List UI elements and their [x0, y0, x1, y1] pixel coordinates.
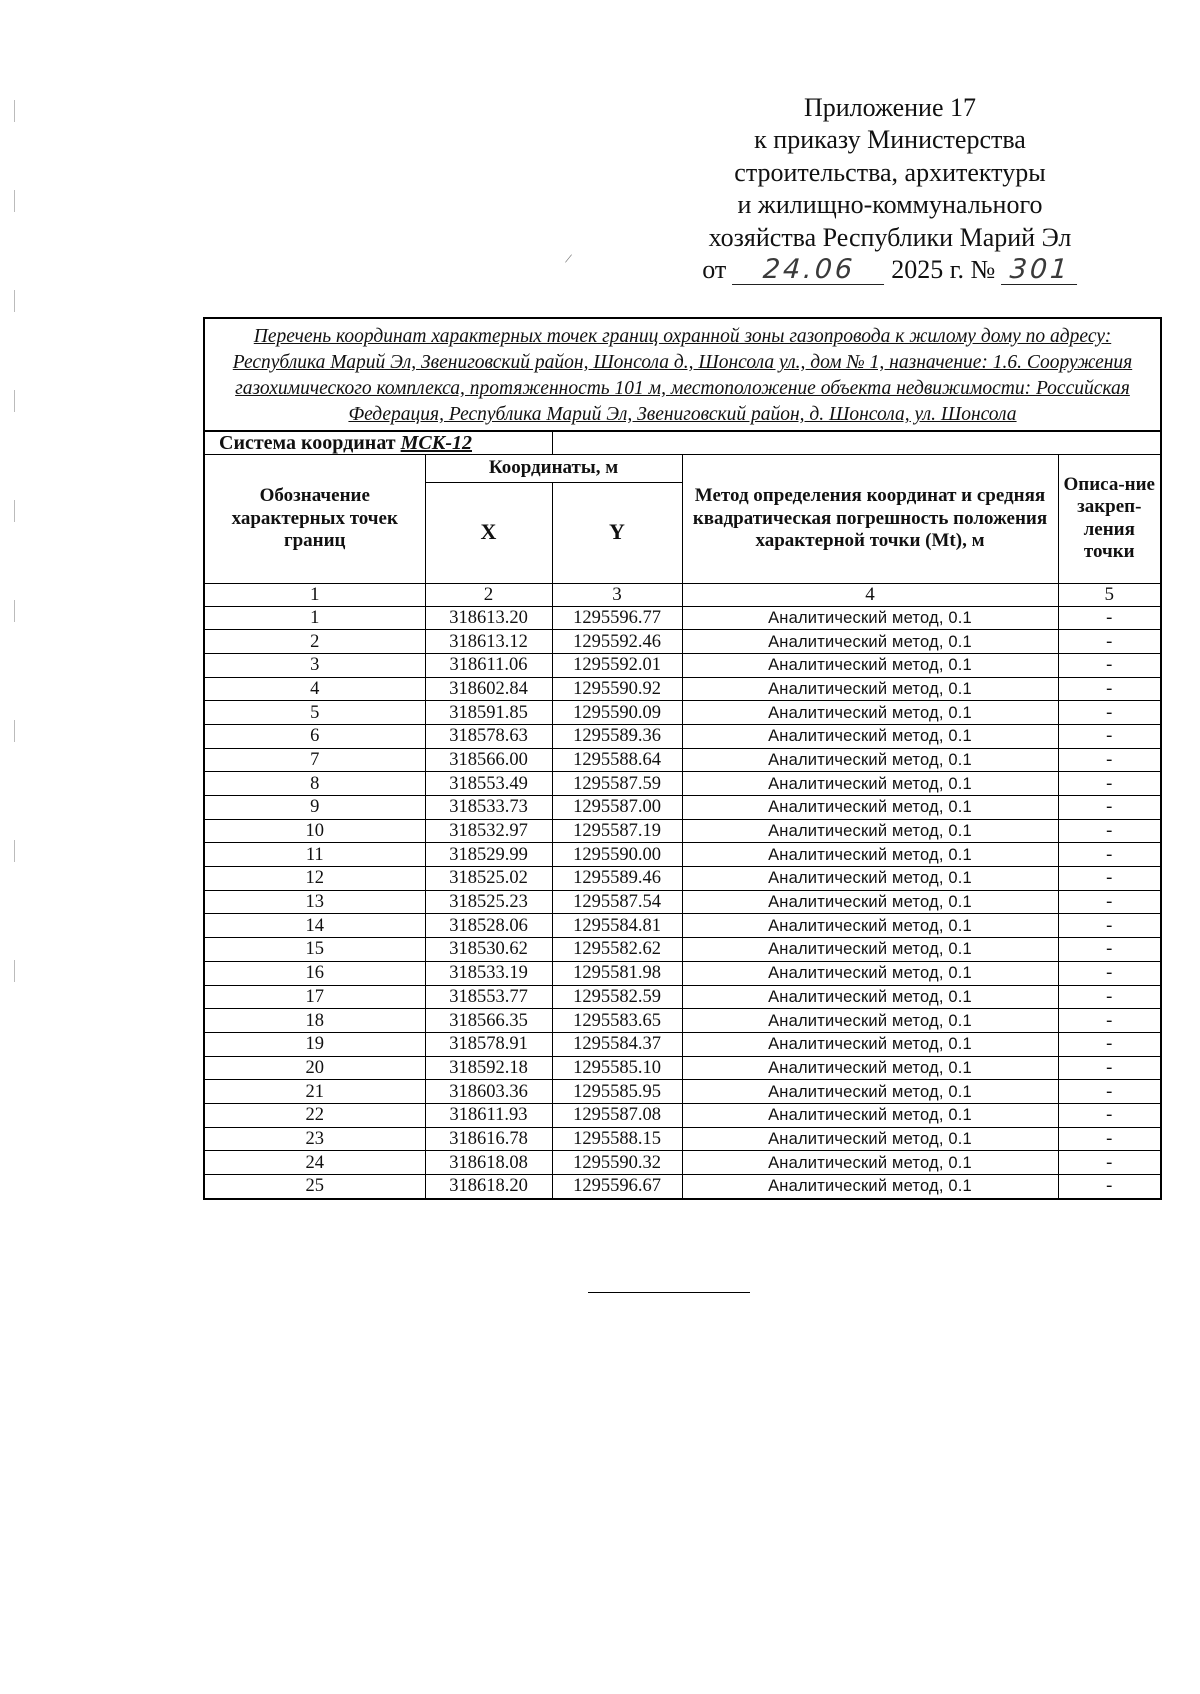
x-cell: 318530.62: [425, 938, 552, 962]
coordinate-system-value: МСК-12: [400, 432, 472, 454]
description-cell: -: [1058, 890, 1161, 914]
method-cell: Аналитический метод, 0.1: [682, 1175, 1058, 1199]
x-cell: 318533.73: [425, 796, 552, 820]
y-cell: 1295596.77: [552, 606, 682, 630]
description-cell: -: [1058, 701, 1161, 725]
description-cell: -: [1058, 1056, 1161, 1080]
point-cell: 10: [204, 819, 425, 843]
method-cell: Аналитический метод, 0.1: [682, 701, 1058, 725]
y-cell: 1295587.59: [552, 772, 682, 796]
method-cell: Аналитический метод, 0.1: [682, 1103, 1058, 1127]
method-cell: Аналитический метод, 0.1: [682, 1056, 1058, 1080]
point-cell: 13: [204, 890, 425, 914]
point-cell: 15: [204, 938, 425, 962]
coordinate-system: [204, 431, 552, 455]
table-row: [204, 772, 1161, 796]
y-cell: 1295581.98: [552, 961, 682, 985]
x-cell: 318611.06: [425, 653, 552, 677]
column-number: 1: [204, 583, 425, 606]
y-cell: 1295587.08: [552, 1103, 682, 1127]
y-cell: 1295588.15: [552, 1127, 682, 1151]
description-cell: -: [1058, 677, 1161, 701]
x-cell: 318613.20: [425, 606, 552, 630]
x-cell: 318533.19: [425, 961, 552, 985]
method-cell: Аналитический метод, 0.1: [682, 748, 1058, 772]
caption-row: [204, 318, 1161, 431]
x-cell: 318618.08: [425, 1151, 552, 1175]
description-cell: -: [1058, 1127, 1161, 1151]
y-cell: 1295582.62: [552, 938, 682, 962]
method-cell: Аналитический метод, 0.1: [682, 772, 1058, 796]
x-cell: 318525.02: [425, 867, 552, 891]
point-cell: 23: [204, 1127, 425, 1151]
method-cell: Аналитический метод, 0.1: [682, 961, 1058, 985]
x-cell: 318603.36: [425, 1080, 552, 1104]
table-row: [204, 1103, 1161, 1127]
method-cell: Аналитический метод, 0.1: [682, 606, 1058, 630]
x-cell: 318566.00: [425, 748, 552, 772]
method-cell: Аналитический метод, 0.1: [682, 1127, 1058, 1151]
table-row: [204, 890, 1161, 914]
closing-rule: [588, 1292, 750, 1293]
y-cell: 1295585.10: [552, 1056, 682, 1080]
description-cell: -: [1058, 843, 1161, 867]
table-row: [204, 630, 1161, 654]
description-cell: -: [1058, 724, 1161, 748]
x-cell: 318532.97: [425, 819, 552, 843]
header-point: Обозначение характерных точек границ: [204, 455, 425, 584]
point-cell: 6: [204, 724, 425, 748]
method-cell: Аналитический метод, 0.1: [682, 938, 1058, 962]
description-cell: -: [1058, 867, 1161, 891]
table-row: [204, 985, 1161, 1009]
coordinate-system-row: [204, 431, 1161, 455]
y-cell: 1295587.19: [552, 819, 682, 843]
x-cell: 318591.85: [425, 701, 552, 725]
y-cell: 1295590.00: [552, 843, 682, 867]
point-cell: 25: [204, 1175, 425, 1199]
point-cell: 24: [204, 1151, 425, 1175]
method-cell: Аналитический метод, 0.1: [682, 1032, 1058, 1056]
point-cell: 17: [204, 985, 425, 1009]
handwritten-order-number: 301: [1001, 256, 1079, 285]
y-cell: 1295596.67: [552, 1175, 682, 1199]
date-prefix: от: [702, 255, 727, 285]
table-row: [204, 606, 1161, 630]
point-cell: 16: [204, 961, 425, 985]
description-cell: -: [1058, 748, 1161, 772]
header-description: Описа-ние закреп-ления точки: [1058, 455, 1161, 584]
description-cell: -: [1058, 772, 1161, 796]
point-cell: 19: [204, 1032, 425, 1056]
x-cell: 318528.06: [425, 914, 552, 938]
point-cell: 9: [204, 796, 425, 820]
appendix-line: к приказу Министерства: [754, 125, 1026, 155]
table-row: [204, 677, 1161, 701]
y-cell: 1295583.65: [552, 1009, 682, 1033]
description-cell: -: [1058, 1103, 1161, 1127]
x-cell: 318618.20: [425, 1175, 552, 1199]
table-row: [204, 961, 1161, 985]
table-row: [204, 796, 1161, 820]
table-row: [204, 724, 1161, 748]
table-row: [204, 843, 1161, 867]
header-x: X: [425, 482, 552, 583]
column-number-row: [204, 583, 1161, 606]
description-cell: -: [1058, 819, 1161, 843]
description-cell: -: [1058, 630, 1161, 654]
description-cell: -: [1058, 938, 1161, 962]
point-cell: 4: [204, 677, 425, 701]
point-cell: 8: [204, 772, 425, 796]
coordinates-table: [203, 317, 1162, 1200]
column-number: 4: [682, 583, 1058, 606]
column-number: 5: [1058, 583, 1161, 606]
header-y: Y: [552, 482, 682, 583]
y-cell: 1295590.92: [552, 677, 682, 701]
y-cell: 1295592.46: [552, 630, 682, 654]
y-cell: 1295592.01: [552, 653, 682, 677]
appendix-line: и жилищно-коммунального: [737, 190, 1043, 220]
y-cell: 1295590.09: [552, 701, 682, 725]
table-body: [204, 606, 1161, 1199]
appendix-line: строительства, архитектуры: [734, 157, 1046, 187]
table-row: [204, 1056, 1161, 1080]
point-cell: 5: [204, 701, 425, 725]
description-cell: -: [1058, 985, 1161, 1009]
description-cell: -: [1058, 1080, 1161, 1104]
method-cell: Аналитический метод, 0.1: [682, 914, 1058, 938]
table-caption: Перечень координат характерных точек границ охранной зоны газопровода к жилому дому по адресу: Республика Марий Эл, Звениговский район, Шонсола д., Шонсола ул., дом № 1, назначение: 1.6. Сооружения газохимического комплекса, протяженность 101 м, местоположение объекта недвижимости: Российская Федерация, Республика Марий Эл, Звениговский район, д. Шонсола, ул. Шонсола: [204, 318, 1161, 431]
x-cell: 318525.23: [425, 890, 552, 914]
method-cell: Аналитический метод, 0.1: [682, 843, 1058, 867]
y-cell: 1295587.00: [552, 796, 682, 820]
x-cell: 318613.12: [425, 630, 552, 654]
point-cell: 21: [204, 1080, 425, 1104]
x-cell: 318602.84: [425, 677, 552, 701]
method-cell: Аналитический метод, 0.1: [682, 985, 1058, 1009]
point-cell: 18: [204, 1009, 425, 1033]
header-method: Метод определения координат и средняя квадратическая погрешность положения характерной точки (Mt), м: [682, 455, 1058, 584]
description-cell: -: [1058, 1151, 1161, 1175]
method-cell: Аналитический метод, 0.1: [682, 724, 1058, 748]
table-row: [204, 938, 1161, 962]
x-cell: 318616.78: [425, 1127, 552, 1151]
point-cell: 12: [204, 867, 425, 891]
stray-pen-mark: /: [563, 251, 573, 268]
description-cell: -: [1058, 606, 1161, 630]
column-number: 2: [425, 583, 552, 606]
y-cell: 1295585.95: [552, 1080, 682, 1104]
x-cell: 318553.77: [425, 985, 552, 1009]
x-cell: 318578.91: [425, 1032, 552, 1056]
coordinate-system-filler: [552, 431, 1161, 455]
appendix-line: хозяйства Республики Марий Эл: [708, 222, 1072, 252]
description-cell: -: [1058, 914, 1161, 938]
table-row: [204, 1009, 1161, 1033]
table-row: [204, 1175, 1161, 1199]
point-cell: 7: [204, 748, 425, 772]
table-row: [204, 701, 1161, 725]
order-date-line: [640, 254, 1140, 286]
y-cell: 1295589.46: [552, 867, 682, 891]
table-row: [204, 653, 1161, 677]
handwritten-date: 24.06: [732, 256, 886, 285]
year-text: 2025 г. №: [891, 255, 996, 285]
point-cell: 20: [204, 1056, 425, 1080]
description-cell: -: [1058, 796, 1161, 820]
y-cell: 1295582.59: [552, 985, 682, 1009]
x-cell: 318611.93: [425, 1103, 552, 1127]
description-cell: -: [1058, 961, 1161, 985]
x-cell: 318578.63: [425, 724, 552, 748]
point-cell: 22: [204, 1103, 425, 1127]
point-cell: 2: [204, 630, 425, 654]
method-cell: Аналитический метод, 0.1: [682, 796, 1058, 820]
description-cell: -: [1058, 1032, 1161, 1056]
description-cell: -: [1058, 653, 1161, 677]
table-row: [204, 867, 1161, 891]
y-cell: 1295588.64: [552, 748, 682, 772]
header-row-1: [204, 455, 1161, 483]
y-cell: 1295590.32: [552, 1151, 682, 1175]
point-cell: 1: [204, 606, 425, 630]
method-cell: Аналитический метод, 0.1: [682, 1080, 1058, 1104]
table-row: [204, 1080, 1161, 1104]
point-cell: 3: [204, 653, 425, 677]
method-cell: Аналитический метод, 0.1: [682, 867, 1058, 891]
scan-margin-marks: [14, 100, 18, 1080]
method-cell: Аналитический метод, 0.1: [682, 630, 1058, 654]
table-row: [204, 748, 1161, 772]
y-cell: 1295587.54: [552, 890, 682, 914]
description-cell: -: [1058, 1175, 1161, 1199]
table-row: [204, 1127, 1161, 1151]
appendix-header: [640, 92, 1140, 286]
method-cell: Аналитический метод, 0.1: [682, 653, 1058, 677]
method-cell: Аналитический метод, 0.1: [682, 890, 1058, 914]
method-cell: Аналитический метод, 0.1: [682, 1151, 1058, 1175]
x-cell: 318592.18: [425, 1056, 552, 1080]
column-number: 3: [552, 583, 682, 606]
header-coords: Координаты, м: [425, 455, 682, 483]
y-cell: 1295589.36: [552, 724, 682, 748]
point-cell: 14: [204, 914, 425, 938]
table-row: [204, 914, 1161, 938]
method-cell: Аналитический метод, 0.1: [682, 1009, 1058, 1033]
x-cell: 318553.49: [425, 772, 552, 796]
method-cell: Аналитический метод, 0.1: [682, 819, 1058, 843]
table-row: [204, 1151, 1161, 1175]
table-row: [204, 819, 1161, 843]
appendix-line: Приложение 17: [803, 93, 977, 122]
table-row: [204, 1032, 1161, 1056]
coordinate-system-label: Система координат: [219, 432, 396, 454]
method-cell: Аналитический метод, 0.1: [682, 677, 1058, 701]
x-cell: 318566.35: [425, 1009, 552, 1033]
point-cell: 11: [204, 843, 425, 867]
x-cell: 318529.99: [425, 843, 552, 867]
description-cell: -: [1058, 1009, 1161, 1033]
y-cell: 1295584.81: [552, 914, 682, 938]
y-cell: 1295584.37: [552, 1032, 682, 1056]
